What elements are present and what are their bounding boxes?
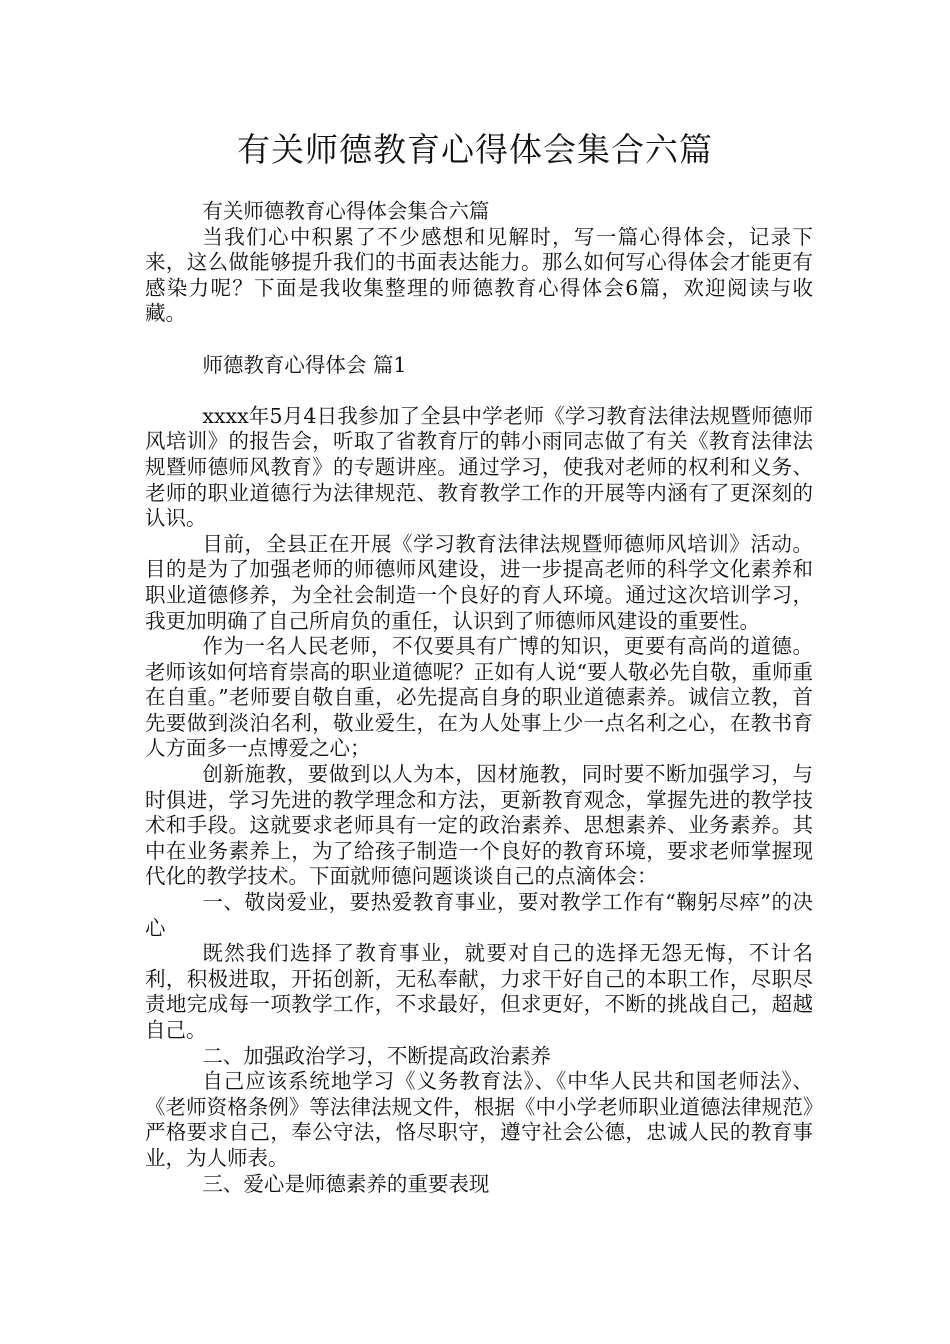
point-heading: 三、爱心是师德素养的重要表现 xyxy=(202,1171,490,1196)
point-heading: 一、敬岗爱业，要热爱教育事业，要对教学工作有“鞠躬尽瘁”的决心 xyxy=(145,890,813,940)
body-paragraph: 自己应该系统地学习《义务教育法》、《中华人民共和国老师法》、《老师资格条例》等法律法规文件，根据《中小学老师职业道德法律规范》严格要求自己，奉公守法，恪尽职守，遵守社会公德，忠诚人民的教育事业，为人师表。 xyxy=(145,1069,813,1170)
document-body xyxy=(145,199,813,1197)
paragraph-spacer xyxy=(145,378,813,404)
point-heading: 二、加强政治学习，不断提高政治素养 xyxy=(202,1043,551,1068)
body-paragraph: 创新施教，要做到以人为本，因材施教，同时要不断加强学习，与时俱进，学习先进的教学理念和方法，更新教育观念，掌握先进的教学技术和手段。这就要求老师具有一定的政治素养、思想素养、业务素养。其中在业务素养上，为了给孩子制造一个良好的教育环境，要求老师掌握现代化的教学技术。下面就师德问题谈谈自己的点滴体会： xyxy=(145,762,813,889)
intro-paragraph: 当我们心中积累了不少感想和见解时，写一篇心得体会，记录下来，这么做能够提升我们的书面表达能力。那么如何写心得体会才能更有感染力呢？下面是我收集整理的师德教育心得体会6篇，欢迎阅读与收藏。 xyxy=(145,224,813,326)
document-title: 有关师德教育心得体会集合六篇 xyxy=(237,130,713,169)
body-paragraph: 目前，全县正在开展《学习教育法律法规暨师德师风培训》活动。目的是为了加强老师的师德师风建设，进一步提高老师的科学文化素养和职业道德修养，为全社会制造一个良好的育人环境。通过这次培训学习，我更加明确了自己所肩负的重任，认识到了师德师风建设的重要性。 xyxy=(145,531,813,633)
paragraph-spacer xyxy=(145,327,813,353)
body-paragraph: 既然我们选择了教育事业，就要对自己的选择无怨无悔，不计名利，积极进取，开拓创新，无私奉献，力求干好自己的本职工作，尽职尽责地完成每一项教学工作，不求最好，但求更好，不断的挑战自己，超越自己。 xyxy=(145,941,813,1042)
subtitle-paragraph: 有关师德教育心得体会集合六篇 xyxy=(202,199,490,223)
section-heading: 师德教育心得体会 篇1 xyxy=(202,352,407,377)
body-paragraph: xxxx年5月4日我参加了全县中学老师《学习教育法律法规暨师德师风培训》的报告会，听取了省教育厅的韩小雨同志做了有关《教育法律法规暨师德师风教育》的专题讲座。通过学习，使我对老师的权利和义务、老师的职业道德行为法律规范、教育教学工作的开展等内涵有了更深刻的认识。 xyxy=(145,403,813,531)
body-paragraph: 作为一名人民老师，不仅要具有广博的知识，更要有高尚的道德。老师该如何培育崇高的职业道德呢？正如有人说“要人敬必先自敬，重师重在自重。”老师要自敬自重，必先提高自身的职业道德素养。诚信立教，首先要做到淡泊名利，敬业爱生，在为人处事上少一点名利之心，在教书育人方面多一点博爱之心； xyxy=(145,634,813,761)
